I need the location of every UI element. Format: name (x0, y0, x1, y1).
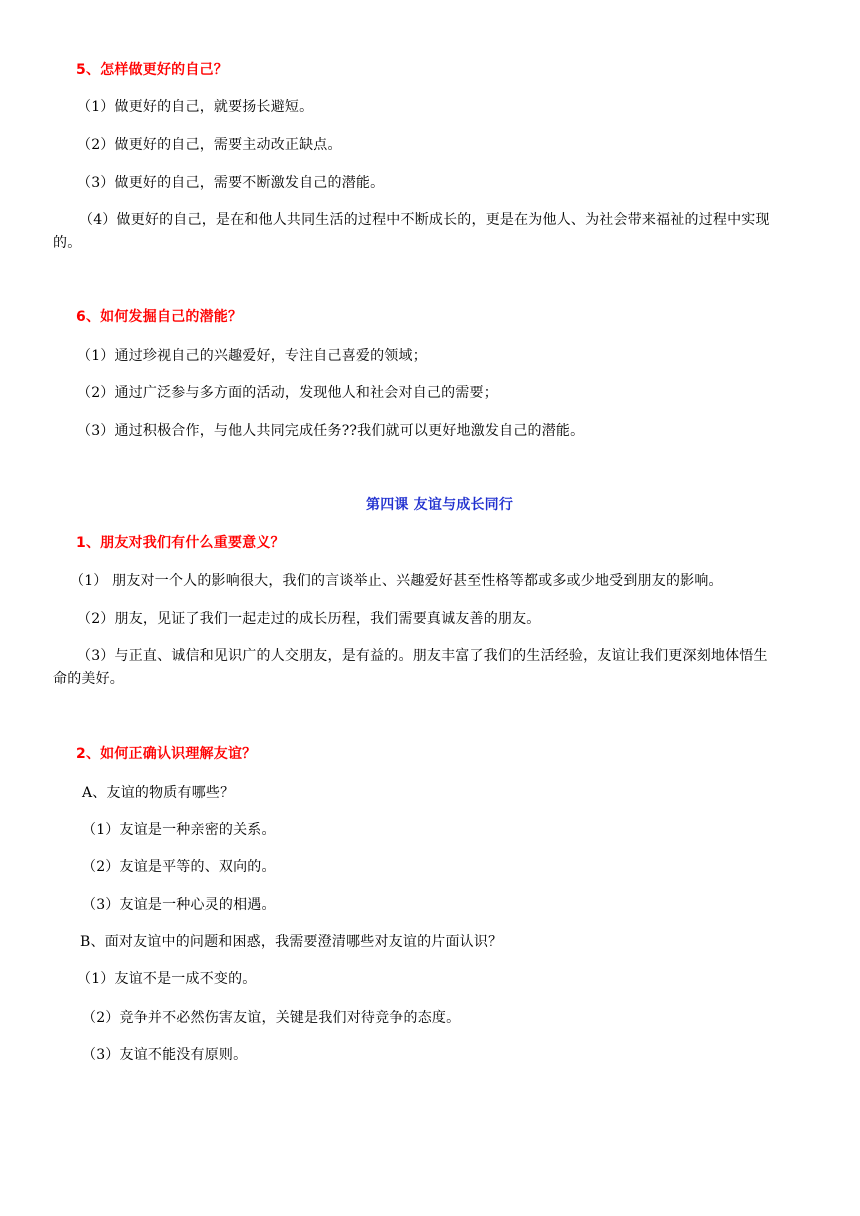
paragraph: （3）做更好的自己，需要不断激发自己的潜能。 (77, 175, 385, 191)
lesson-title: 第四课 友谊与成长同行 (366, 497, 514, 513)
paragraph: （3）友谊不能没有原则。 (82, 1047, 248, 1063)
paragraph: （2）竞争并不必然伤害友谊，关键是我们对待竞争的态度。 (82, 1010, 461, 1026)
sub-heading: B、面对友谊中的问题和困惑，我需要澄清哪些对友谊的片面认识？ (80, 934, 503, 950)
paragraph: （3）友谊是一种心灵的相遇。 (82, 897, 276, 913)
paragraph: （1）做更好的自己，就要扬长避短。 (77, 99, 314, 115)
section-heading: 6、如何发掘自己的潜能？ (76, 309, 243, 325)
paragraph: （2）做更好的自己，需要主动改正缺点。 (77, 137, 342, 153)
paragraph: （3）与正直、诚信和见识广的人交朋友，是有益的。朋友丰富了我们的生活经验，友谊让我们更深刻地体悟生 (77, 648, 768, 664)
paragraph: （4）做更好的自己，是在和他人共同生活的过程中不断成长的，更是在为他人、为社会带来福祉的过程中实现 (79, 212, 770, 228)
paragraph: （1） 朋友对一个人的影响很大，我们的言谈举止、兴趣爱好甚至性格等都或多或少地受到朋友的影响。 (70, 573, 723, 589)
paragraph: （2）友谊是平等的、双向的。 (82, 859, 276, 875)
paragraph: （2）朋友，见证了我们一起走过的成长历程，我们需要真诚友善的朋友。 (77, 611, 541, 627)
paragraph-continuation: 命的美好。 (53, 671, 124, 687)
paragraph: （2）通过广泛参与多方面的活动，发现他人和社会对自己的需要； (77, 385, 498, 401)
paragraph: （3）通过积极合作，与他人共同完成任务??我们就可以更好地激发自己的潜能。 (77, 423, 585, 439)
paragraph: （1）友谊不是一成不变的。 (77, 971, 257, 987)
sub-heading: A、友谊的物质有哪些？ (82, 785, 235, 801)
paragraph: （1）通过珍视自己的兴趣爱好，专注自己喜爱的领域； (77, 348, 427, 364)
section-heading: 5、怎样做更好的自己？ (76, 62, 228, 78)
paragraph: （1）友谊是一种亲密的关系。 (82, 822, 276, 838)
paragraph-continuation: 的。 (53, 235, 82, 251)
section-heading: 2、如何正确认识理解友谊？ (76, 746, 257, 762)
section-heading: 1、朋友对我们有什么重要意义？ (76, 535, 285, 551)
